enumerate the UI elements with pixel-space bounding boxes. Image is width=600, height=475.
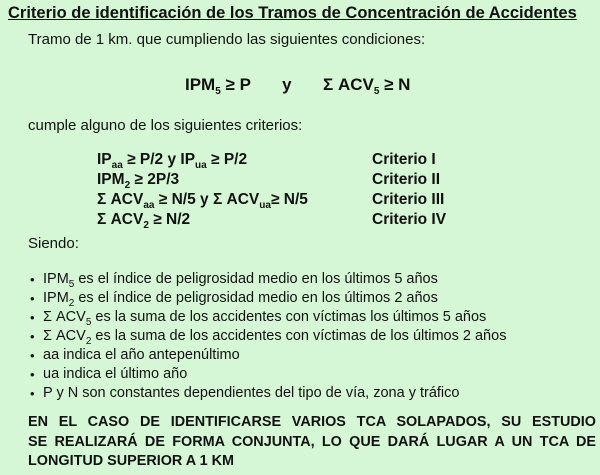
criterion-expression: Σ $ACV_{aa} \ge N/5$ y Σ $ACV_{ua}\ge N/5$: [97, 191, 308, 211]
bullet-icon: •: [30, 310, 35, 325]
criterion-name: Criterio II: [372, 171, 441, 188]
definitions-list: [30, 270, 506, 403]
formula-ipm-rest: ≥ P: [220, 75, 251, 94]
bullet-icon: •: [30, 348, 35, 363]
criterion-name: Criterio I: [372, 151, 436, 168]
list-item: • Σ $ACV_5$ es la suma de los accidentes con víctimas los últimos 5 años: [30, 309, 487, 328]
list-item: • aa indica el año antepenúltimo: [30, 347, 240, 363]
page-title: Criterio de identificación de los Tramos de Concentración de Accidentes: [8, 4, 577, 22]
formula-conjunction: y: [282, 75, 292, 94]
definitions-heading: Siendo:: [28, 235, 79, 252]
list-item: • $IPM_2$ es el índice de peligrosidad medio en los últimos 2 años: [30, 290, 438, 309]
criterion-expression: $IPM_2 \ge 2P/3$: [97, 171, 180, 191]
criterion-row: [97, 210, 477, 230]
conclusion-line: EN EL CASO DE IDENTIFICARSE VARIOS TCA SOLAPADOS, SU ESTUDIO: [28, 414, 596, 430]
bullet-icon: •: [30, 329, 35, 344]
criterion-row: [97, 190, 477, 210]
bullet-icon: •: [30, 386, 35, 401]
list-item: • $IPM_5$ es el índice de peligrosidad medio en los últimos 5 años: [30, 271, 438, 290]
criterion-row: [97, 150, 477, 170]
formula-acv-sub: 5: [373, 86, 380, 97]
criterion-name: Criterio III: [372, 191, 445, 208]
conclusion-line: SE REALIZARÁ DE FORMA CONJUNTA, LO QUE DARÁ LUGAR A UN TCA DE: [28, 433, 596, 450]
bullet-icon: •: [30, 367, 35, 382]
main-condition-formula: [185, 72, 410, 105]
list-item: • ua indica el último año: [30, 366, 188, 382]
formula-acv-rest: ≥ N: [379, 75, 411, 94]
formula-ipm: IPM: [185, 75, 216, 94]
formula-ipm-sub: 5: [215, 86, 221, 97]
criterion-row: [97, 170, 477, 190]
bullet-icon: •: [30, 291, 35, 306]
list-item: • P y N son constantes dependientes del tipo de vía, zona y tráfico: [30, 385, 460, 401]
conclusion-note: [28, 413, 596, 472]
criterion-expression: Σ $ACV_2 \ge N/2$: [97, 211, 191, 231]
conclusion-line: LONGITUD SUPERIOR A 1 KM: [28, 453, 235, 469]
criterion-name: Criterio IV: [372, 211, 447, 228]
criteria-intro-text: cumple alguno de los siguientes criterios:: [28, 117, 303, 134]
criteria-list: [97, 150, 477, 230]
intro-text: Tramo de 1 km. que cumpliendo las siguientes condiciones:: [28, 31, 426, 48]
list-item: • Σ $ACV_2$ es la suma de los accidentes con víctimas de los últimos 2 años: [30, 328, 507, 347]
formula-acv: Σ ACV: [323, 75, 374, 94]
bullet-icon: •: [30, 272, 35, 287]
criterion-expression: $IP_{aa} \ge P/2$ y $IP_{ua} \ge P/2$: [97, 151, 248, 171]
